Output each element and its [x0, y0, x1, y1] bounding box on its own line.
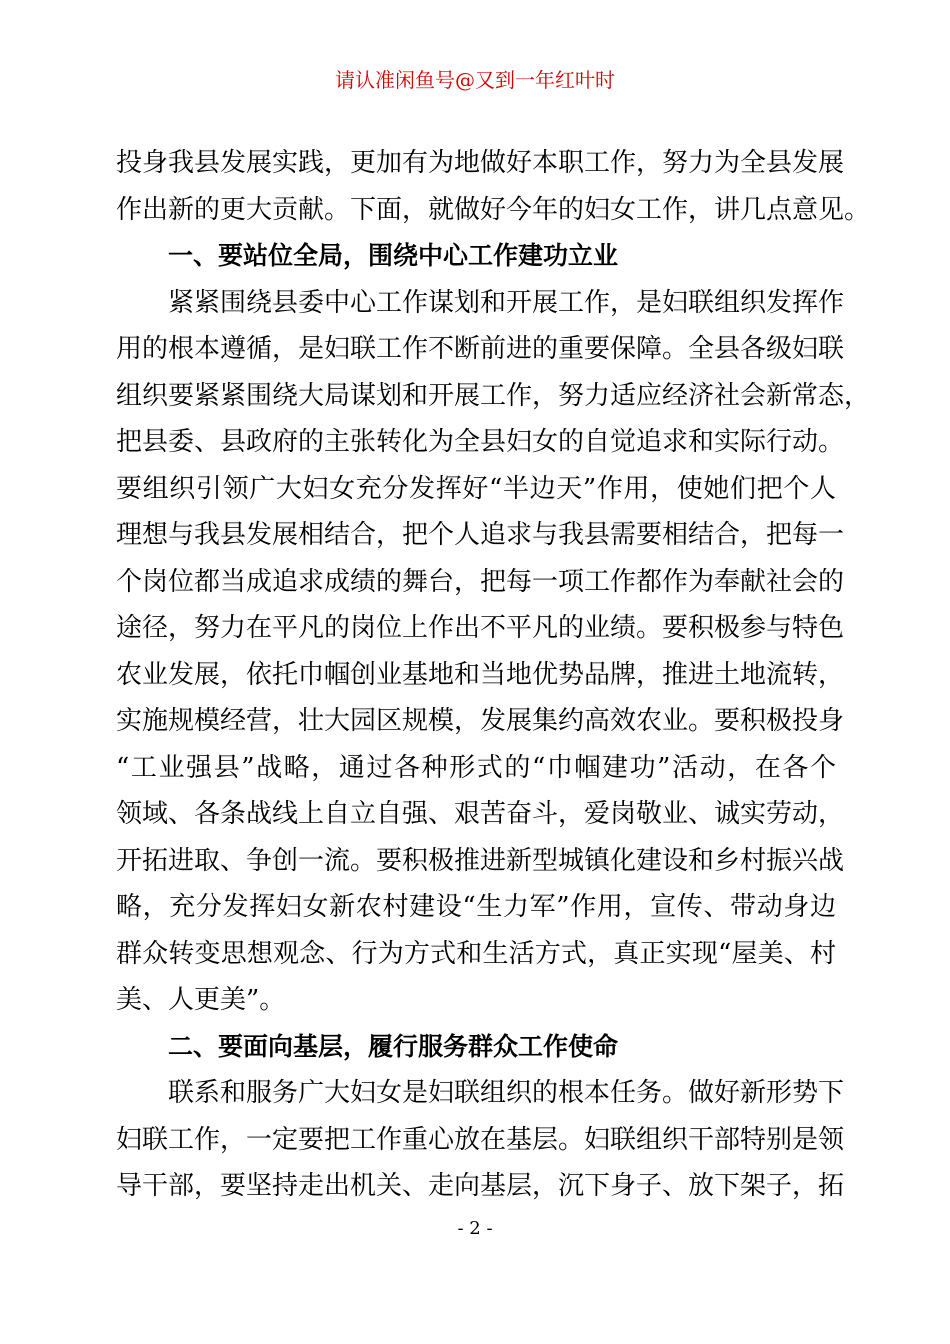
body-line: 实施规模经营，壮大园区规模，发展集约高效农业。要积极投身: [116, 706, 845, 736]
body-line: 群众转变思想观念、行为方式和生活方式，真正实现“屋美、村: [116, 938, 836, 969]
body-line: 导干部，要坚持走出机关、走向基层，沉下身子、放下架子，拓: [116, 1171, 845, 1201]
body-line: 农业发展，依托巾帼创业基地和当地优势品牌，推进土地流转，: [116, 659, 845, 690]
page-number: - 2 -: [457, 1218, 493, 1239]
body-line: 领域、各条战线上自立自强、艰苦奋斗，爱岗敬业、诚实劳动，: [116, 799, 845, 829]
document-body: [116, 140, 871, 1210]
body-line: “工业强县”战略，通过各种形式的“巾帼建功”活动，在各个: [116, 752, 836, 783]
body-line: 用的根本遵循，是妇联工作不断前进的重要保障。全县各级妇联: [116, 334, 845, 364]
watermark-text: 请认准闲鱼号@又到一年红叶时: [335, 68, 615, 92]
body-line: 开拓进取、争创一流。要积极推进新型城镇化建设和乡村振兴战: [116, 845, 845, 876]
body-line: 理想与我县发展相结合，把个人追求与我县需要相结合，把每一: [116, 520, 845, 550]
section-heading-1: 一、要站位全局，围绕中心工作建功立业: [168, 241, 619, 270]
body-line: 作出新的更大贡献。下面，就做好今年的妇女工作，讲几点意见。: [116, 194, 871, 225]
section-heading-2: 二、要面向基层，履行服务群众工作使命: [168, 1031, 619, 1061]
body-line: 联系和服务广大妇女是妇联组织的根本任务。做好新形势下: [168, 1078, 845, 1108]
body-line: 把县委、县政府的主张转化为全县妇女的自觉追求和实际行动。: [116, 427, 845, 457]
body-line: 途径，努力在平凡的岗位上作出不平凡的业绩。要积极参与特色: [116, 613, 845, 643]
body-line: 略，充分发挥妇女新农村建设“生力军”作用，宣传、带动身边: [116, 892, 836, 922]
body-line: 个岗位都当成追求成绩的舞台，把每一项工作都作为奉献社会的: [116, 566, 845, 597]
body-line: 组织要紧紧围绕大局谋划和开展工作，努力适应经济社会新常态，: [116, 380, 871, 411]
body-line: 要组织引领广大妇女充分发挥好“半边天”作用，使她们把个人: [116, 473, 836, 504]
body-line: 妇联工作，一定要把工作重心放在基层。妇联组织干部特别是领: [116, 1124, 845, 1155]
body-line: 紧紧围绕县委中心工作谋划和开展工作，是妇联组织发挥作: [168, 287, 845, 318]
body-line: 美、人更美”。: [116, 985, 286, 1015]
body-line: 投身我县发展实践，更加有为地做好本职工作，努力为全县发展: [116, 148, 845, 178]
